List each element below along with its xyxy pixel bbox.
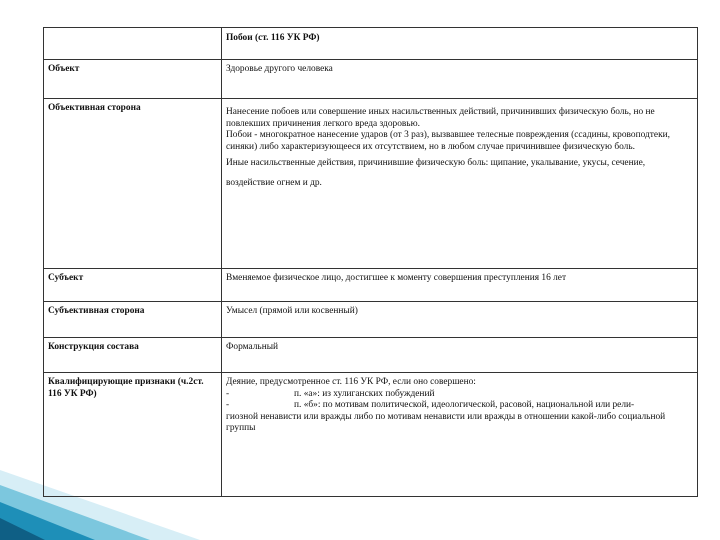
row-label-subjective-side: Субъективная сторона: [44, 302, 222, 338]
table-row: [44, 60, 698, 99]
table-row: [44, 302, 698, 338]
table-row: [44, 269, 698, 302]
row-label-subject: Субъект: [44, 269, 222, 302]
table-row: [44, 338, 698, 373]
table-title-row: [44, 28, 698, 60]
qualifying-item-b: [226, 400, 694, 412]
paragraph-other-actions: Иные насильственные действия, причинившие физическую боль: щипание, укалывание, укусы, сечение, воздействие огнем и др.: [226, 158, 646, 189]
qualifying-item-a: [226, 389, 694, 401]
table-row: [44, 373, 698, 497]
row-value-qualifying-signs: [222, 373, 698, 497]
row-value-subject: Вменяемое физическое лицо, достигшее к моменту совершения преступления 16 лет: [222, 269, 698, 302]
row-value-construction: Формальный: [222, 338, 698, 373]
qualifying-intro: Деяние, предусмотренное ст. 116 УК РФ, если оно совершено:: [226, 377, 476, 387]
table-row: [44, 99, 698, 269]
row-label-construction: Конструкция состава: [44, 338, 222, 373]
row-label-objective-side: Объективная сторона: [44, 99, 222, 269]
paragraph-definition: Нанесение побоев или совершение иных насильственных действий, причинивших физическую боль, но не повлекших причинения легкого вреда здоровью.: [226, 107, 655, 129]
crime-composition-table: [43, 27, 698, 497]
list-dash: -: [226, 400, 230, 411]
row-label-object: Объект: [44, 60, 222, 99]
qualifying-tail: гиозной ненависти или вражды либо по мотивам ненависти или вражды в отношении какой-либо социальной группы: [226, 411, 666, 434]
qualifying-item-a-text: п. «а»: из хулиганских побуждений: [294, 388, 435, 399]
table-title: Побои (ст. 116 УК РФ): [222, 28, 698, 60]
list-dash: -: [226, 388, 230, 399]
qualifying-item-b-text: п. «б»: по мотивам политической, идеологической, расовой, национальной или рели-: [294, 400, 635, 411]
row-label-qualifying-signs: Квалифицирующие признаки (ч.2ст. 116 УК РФ): [44, 373, 222, 497]
row-value-objective-side: [222, 99, 698, 269]
row-value-subjective-side: Умысел (прямой или косвенный): [222, 302, 698, 338]
paragraph-beatings: Побои - многократное нанесение ударов (от 3 раз), вызвавшее телесные повреждения (ссадины, кровоподтеки, синяки) либо характеризующееся их отсутствием, но в любом случае причинившее физическую боль.: [226, 130, 670, 152]
row-value-object: Здоровье другого человека: [222, 60, 698, 99]
